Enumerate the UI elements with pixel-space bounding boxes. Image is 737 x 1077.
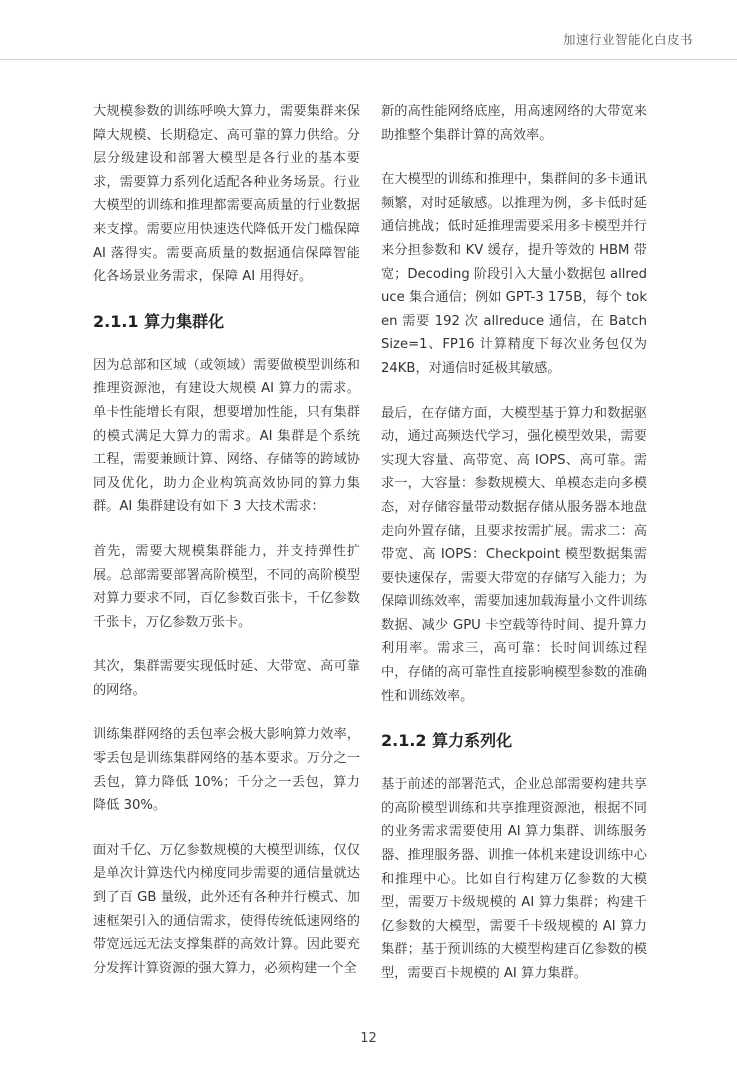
section-heading-2-1-1: 2.1.1 算力集群化 (93, 311, 225, 331)
paragraph: 因为总部和区域（或领域）需要做模型训练和推理资源池，有建设大规模 AI 算力的需求。单卡性能增长有限，想要增加性能，只有集群的模式满足大算力的需求。AI 集群是个系统工程，需要兼顾计算、网络、存储等的跨域协同及优化，助力企业构筑高效协同的算力集群。AI 集群建设有如下 3 大技术需求： (93, 357, 360, 515)
paragraph: 新的高性能网络底座，用高速网络的大带宽来助推整个集群计算的高效率。 (381, 104, 647, 143)
section-heading-2-1-2: 2.1.2 算力系列化 (381, 731, 513, 751)
page-number: 12 (360, 1031, 377, 1046)
right-column (381, 100, 647, 1007)
left-column (93, 100, 360, 1001)
paragraph: 首先，需要大规模集群能力，并支持弹性扩展。总部需要部署高阶模型，不同的高阶模型对算力要求不同，百亿参数百张卡，千亿参数千张卡，万亿参数万张卡。 (93, 543, 360, 630)
header-divider (0, 59, 737, 60)
document-header-title: 加速行业智能化白皮书 (562, 32, 693, 47)
paragraph: 其次，集群需要实现低时延、大带宽、高可靠的网络。 (93, 659, 360, 698)
paragraph: 基于前述的部署范式，企业总部需要构建共享的高阶模型训练和共享推理资源池，根据不同的业务需求需要使用 AI 算力集群、训练服务器、推理服务器、训推一体机来建设训练中心和推理中心。比如自行构建万亿参数的大模型，需要万卡级规模的 AI 算力集群；构建千亿参数的大模型，需要千卡级规模的 AI 算力集群；基于预训练的大模型构建百亿参数的模型，需要百卡规模的 AI 算力集群。 (381, 777, 647, 981)
paragraph: 最后，在存储方面，大模型基于算力和数据驱动，通过高频迭代学习，强化模型效果，需要实现大容量、高带宽、高 IOPS、高可靠。需求一，大容量：参数规模大、单模态走向多模态，对存储容量带动数据存储从服务器本地盘走向外置存储，且要求按需扩展。需求二：高带宽、高 IOPS：Checkpoint 模型数据集需要快速保存，需要大带宽的存储写入能力；为保障训练效率，需要加速加载海量小文件训练数据、减少 GPU 卡空载等待时间、提升算力利用率。需求三，高可靠：长时间训练过程中，存储的高可靠性直接影响模型参数的准确性和训练效率。 (381, 405, 647, 704)
paragraph: 面对千亿、万亿参数规模的大模型训练，仅仅是单次计算迭代内梯度同步需要的通信量就达到了百 GB 量级，此外还有各种并行模式、加速框架引入的通信需求，使得传统低速网络的带宽远远无法支撑集群的高效计算。因此要充分发挥计算资源的强大算力，必须构建一个全 (93, 842, 360, 976)
paragraph: 训练集群网络的丢包率会极大影响算力效率，零丢包是训练集群网络的基本要求。万分之一丢包，算力降低 10%；千分之一丢包，算力降低 30%。 (93, 727, 360, 814)
paragraph: 在大模型的训练和推理中，集群间的多卡通讯频繁，对时延敏感。以推理为例，多卡低时延通信挑战；低时延推理需要采用多卡模型并行来分担参数和 KV 缓存，提升等效的 HBM 带宽；Decoding 阶段引入大量小数据包 allreduce 集合通信；例如 GPT-3 175B，每个 token 需要 192 次 allreduce 通信，在 BatchSize=1、FP16 计算精度下每次业务包仅为 24KB，对通信时延极其敏感。 (381, 172, 648, 376)
paragraph: 大规模参数的训练呼唤大算力，需要集群来保障大规模、长期稳定、高可靠的算力供给。分层分级建设和部署大模型是各行业的基本要求，需要算力系列化适配各种业务场景。行业大模型的训练和推理都需要高质量的行业数据来支撑。需要应用快速迭代降低开发门槛保障AI 落得实。需要高质量的数据通信保障智能化各场景业务需求，保障 AI 用得好。 (93, 104, 360, 285)
